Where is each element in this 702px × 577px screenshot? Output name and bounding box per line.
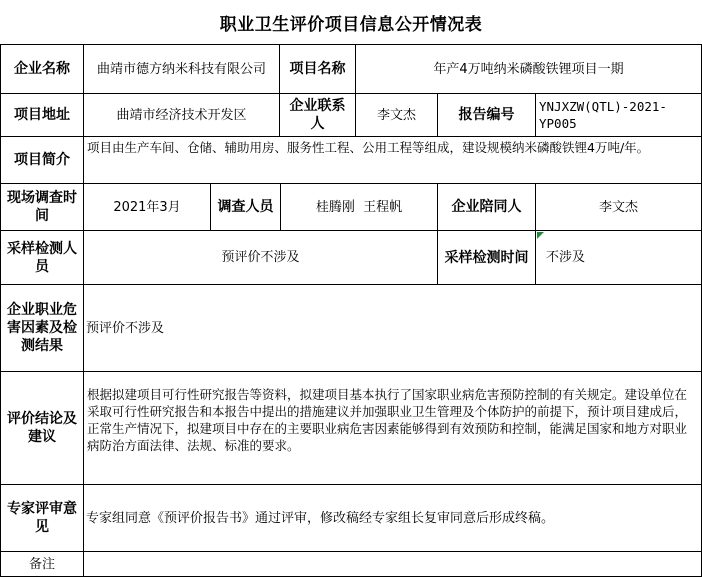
project-name-value: 年产4万吨纳米磷酸铁锂项目一期 xyxy=(433,61,624,77)
company-contact-value: 李文杰 xyxy=(376,107,416,123)
company-escort-label: 企业陪同人 xyxy=(451,199,522,215)
company-name-value: 曲靖市德方纳米科技有限公司 xyxy=(96,61,266,77)
sampling-time-label: 采样检测时间 xyxy=(444,249,529,266)
surveyor-label: 调查人员 xyxy=(217,199,274,215)
report-number-value: YNJXZW(QTL)-2021-YP005 xyxy=(539,99,667,131)
expert-review-value: 专家组同意《预评价报告书》通过评审，修改稿经专家组长复审同意后形成终稿。 xyxy=(86,510,555,526)
report-number-label: 报告编号 xyxy=(458,107,515,123)
company-name-label: 企业名称 xyxy=(14,61,70,77)
project-intro-label: 项目简介 xyxy=(14,152,70,168)
surveyor-value: 桂腾刚 王程帆 xyxy=(315,199,403,215)
sampling-staff-label: 采样检测人员 xyxy=(7,240,77,275)
company-escort-value: 李文杰 xyxy=(598,199,638,215)
project-intro-value: 项目由生产车间、仓储、辅助用房、服务性工程、公用工程等组成，建设规模纳米磷酸铁锂4万吨/年。 xyxy=(87,140,650,155)
hazard-factors-value: 预评价不涉及 xyxy=(86,320,165,336)
hazard-factors-label: 企业职业危害因素及检测结果 xyxy=(7,302,77,354)
sampling-staff-value: 预评价不涉及 xyxy=(221,250,300,265)
company-contact-label: 企业联系人 xyxy=(289,98,346,132)
survey-time-value: 2021年3月 xyxy=(113,199,181,215)
expert-review-label: 专家评审意见 xyxy=(7,501,77,535)
project-address-value: 曲靖市经济技术开发区 xyxy=(116,107,247,123)
conclusion-label: 评价结论及建议 xyxy=(7,411,77,445)
project-name-label: 项目名称 xyxy=(289,61,346,77)
remark-value xyxy=(84,552,701,577)
sampling-time-value: 不涉及 xyxy=(546,250,586,265)
project-address-label: 项目地址 xyxy=(14,107,70,123)
survey-time-label: 现场调查时间 xyxy=(7,190,77,224)
corner-indicator xyxy=(537,232,544,239)
conclusion-value: 根据拟建项目可行性研究报告等资料，拟建项目基本执行了国家职业病危害预防控制的有关规定。建设单位在采取可行性研究报告和本报告中提出的措施建议并加强职业卫生管理及个体防护的前提下，预计项目建成后，正常生产情况下，拟建项目中存在的主要职业病危害因素能够得到有效预防和控制，能满足国家和地方对职业病防治方面法律、法规、标准的要求。 xyxy=(87,387,688,453)
table-title: 职业卫生评价项目信息公开情况表 xyxy=(219,14,483,35)
remark-label: 备注 xyxy=(28,557,55,572)
